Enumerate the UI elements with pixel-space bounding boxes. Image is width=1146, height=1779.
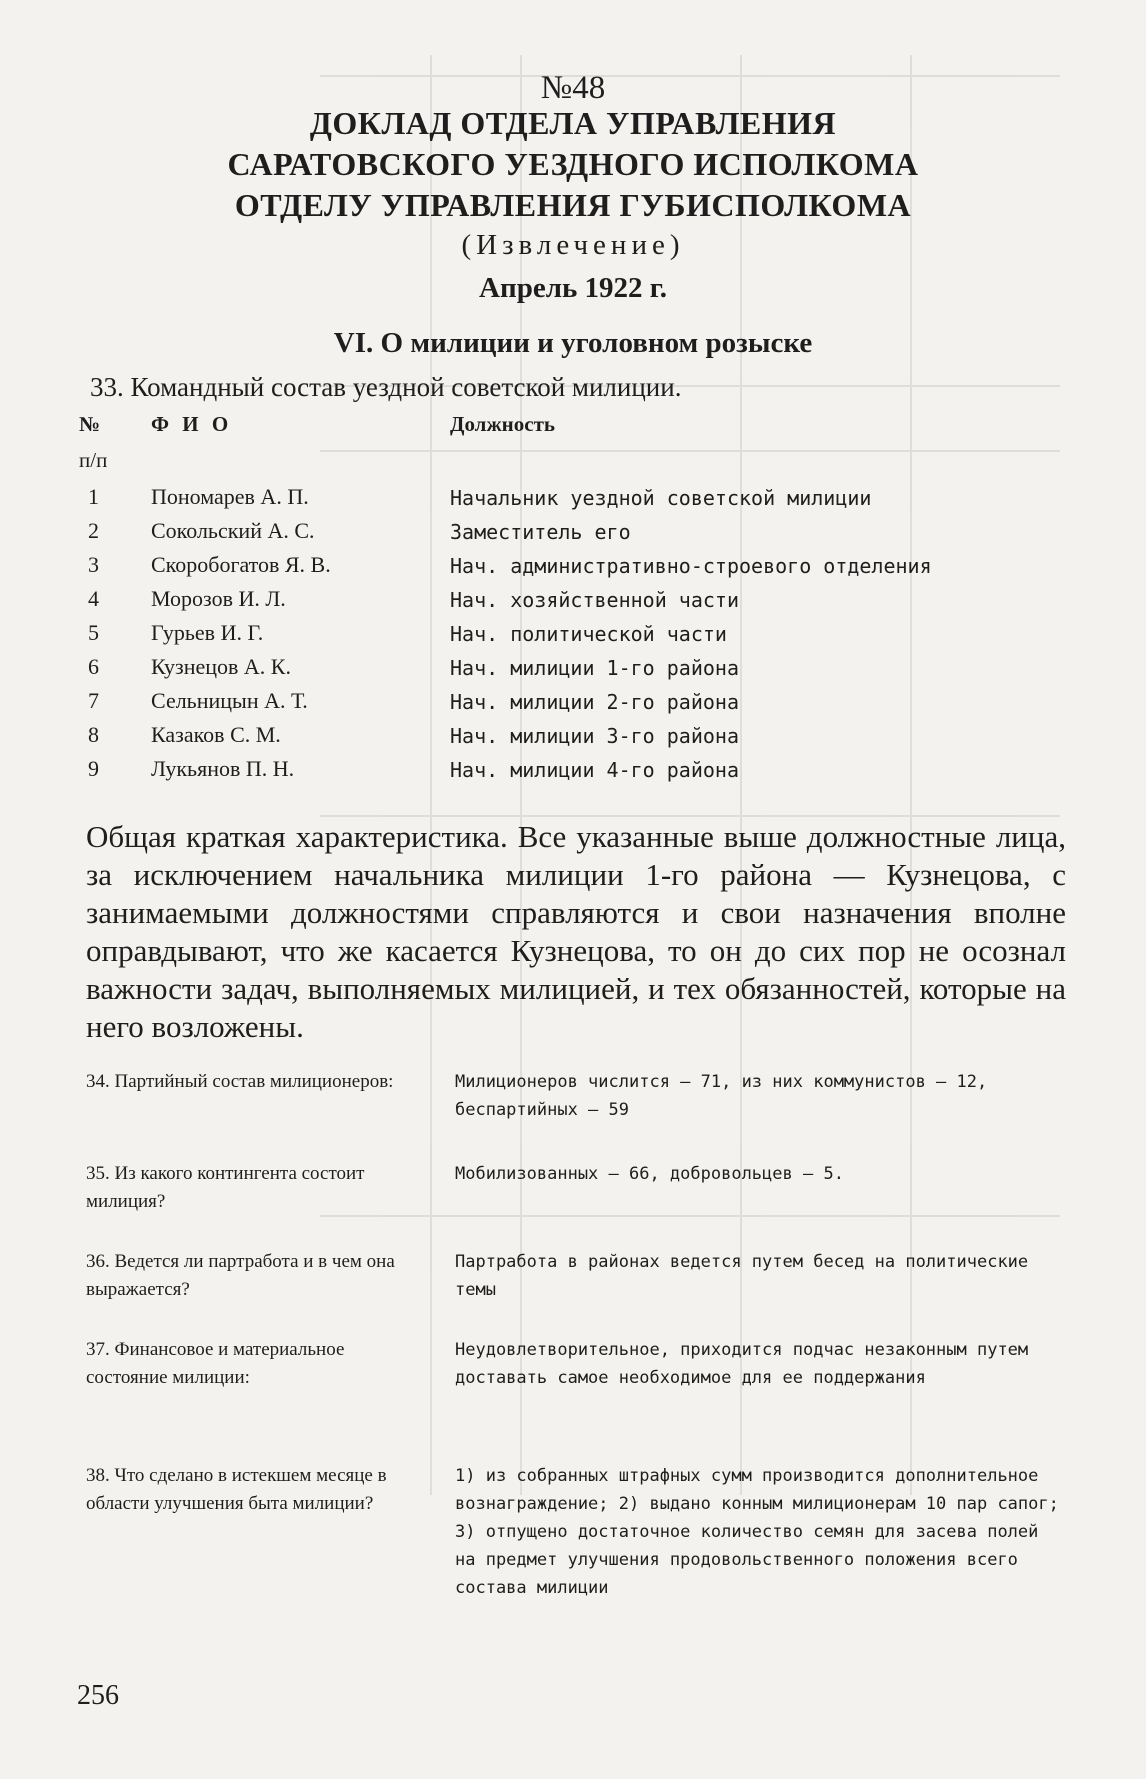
row-position: Нач. политической части bbox=[450, 622, 727, 646]
row-fio: Кузнецов А. К. bbox=[151, 654, 291, 679]
row-number: 1 bbox=[88, 484, 99, 509]
table-row bbox=[0, 518, 1146, 552]
page-number: 256 bbox=[77, 1680, 119, 1711]
row-fio: Гурьев И. Г. bbox=[151, 620, 264, 645]
row-number: 7 bbox=[88, 688, 99, 713]
row-position: Заместитель его bbox=[450, 520, 631, 544]
table-row bbox=[0, 688, 1146, 722]
row-fio: Казаков С. М. bbox=[151, 722, 281, 747]
row-position: Начальник уездной советской милиции bbox=[450, 486, 872, 510]
table-row bbox=[0, 654, 1146, 688]
qa-answer: Неудовлетворительное, приходится подчас незаконным путем доставать самое необходимое для ее поддержания bbox=[455, 1340, 1029, 1388]
table-row bbox=[0, 722, 1146, 756]
row-number: 3 bbox=[88, 552, 99, 577]
summary-paragraph: Общая краткая характеристика. Все указанные выше должностные лица, за исключением начальника милиции 1-го района — Кузнецова, с занимаемыми должностями справляются и свои назначения вполне оправдывают, что же касается Кузнецова, то он до сих пор не осознал важности задач, выполняемых милицией, и тех обязанностей, которые на него возложены. bbox=[86, 819, 1066, 1044]
row-position: Нач. милиции 2-го района bbox=[450, 690, 739, 714]
row-position: Нач. хозяйственной части bbox=[450, 588, 739, 612]
row-number: 5 bbox=[88, 620, 99, 645]
row-number: 4 bbox=[88, 586, 99, 611]
row-position: Нач. милиции 3-го района bbox=[450, 724, 739, 748]
table-row bbox=[0, 552, 1146, 586]
row-position: Нач. милиции 4-го района bbox=[450, 758, 739, 782]
row-number: 8 bbox=[88, 722, 99, 747]
row-fio: Морозов И. Л. bbox=[151, 586, 286, 611]
table-caption: 33. Командный состав уездной советской милиции. bbox=[90, 372, 682, 402]
row-position: Нач. милиции 1-го района bbox=[450, 656, 739, 680]
document-number: №48 bbox=[540, 70, 606, 106]
document-date: Апрель 1922 г. bbox=[479, 272, 667, 304]
column-header-number-sub: п/п bbox=[79, 448, 108, 472]
table-row bbox=[0, 484, 1146, 518]
row-fio: Лукьянов П. Н. bbox=[151, 756, 295, 781]
qa-answer: Мобилизованных — 66, добровольцев — 5. bbox=[455, 1164, 844, 1184]
document-title-line-3: ОТДЕЛУ УПРАВЛЕНИЯ ГУБИСПОЛКОМА bbox=[234, 187, 912, 223]
row-fio: Пономарев А. П. bbox=[151, 484, 309, 509]
qa-answer: Партработа в районах ведется путем бесед на политические темы bbox=[455, 1252, 1029, 1300]
row-fio: Скоробогатов Я. В. bbox=[151, 552, 331, 577]
qa-answer: Милиционеров числится — 71, из них коммунистов — 12, беспартийных — 59 bbox=[455, 1072, 988, 1120]
extract-note: (Извлечение) bbox=[461, 229, 685, 261]
row-fio: Сокольский А. С. bbox=[151, 518, 315, 543]
document-title-line-1: ДОКЛАД ОТДЕЛА УПРАВЛЕНИЯ bbox=[309, 105, 837, 141]
row-number: 9 bbox=[88, 756, 99, 781]
row-number: 6 bbox=[88, 654, 99, 679]
qa-question: 34. Партийный состав милиционеров: bbox=[86, 1071, 394, 1092]
table-row bbox=[0, 756, 1146, 790]
qa-answer: 1) из собранных штрафных сумм производится дополнительное вознаграждение; 2) выдано конным милиционерам 10 пар сапог; 3) отпущено достаточное количество семян для засева полей на предмет улучшения продовольственного положения всего состава милиции bbox=[455, 1466, 1059, 1598]
qa-question: 36. Ведется ли партработа и в чем она выражается? bbox=[86, 1251, 395, 1300]
qa-question: 38. Что сделано в истекшем месяце в области улучшения быта милиции? bbox=[86, 1465, 387, 1514]
column-header-fio: Ф И О bbox=[151, 412, 233, 436]
column-header-position: Должность bbox=[450, 412, 556, 436]
column-header-number: № bbox=[79, 412, 101, 436]
table-row bbox=[0, 620, 1146, 654]
row-fio: Сельницын А. Т. bbox=[151, 688, 308, 713]
row-position: Нач. административно-строевого отделения bbox=[450, 554, 932, 578]
row-number: 2 bbox=[88, 518, 99, 543]
table-row bbox=[0, 586, 1146, 620]
qa-question: 35. Из какого контингента состоит милиция? bbox=[86, 1163, 365, 1212]
qa-question: 37. Финансовое и материальное состояние милиции: bbox=[86, 1339, 345, 1388]
section-title: VI. О милиции и уголовном розыске bbox=[333, 327, 813, 359]
document-title-line-2: САРАТОВСКОГО УЕЗДНОГО ИСПОЛКОМА bbox=[227, 146, 919, 182]
